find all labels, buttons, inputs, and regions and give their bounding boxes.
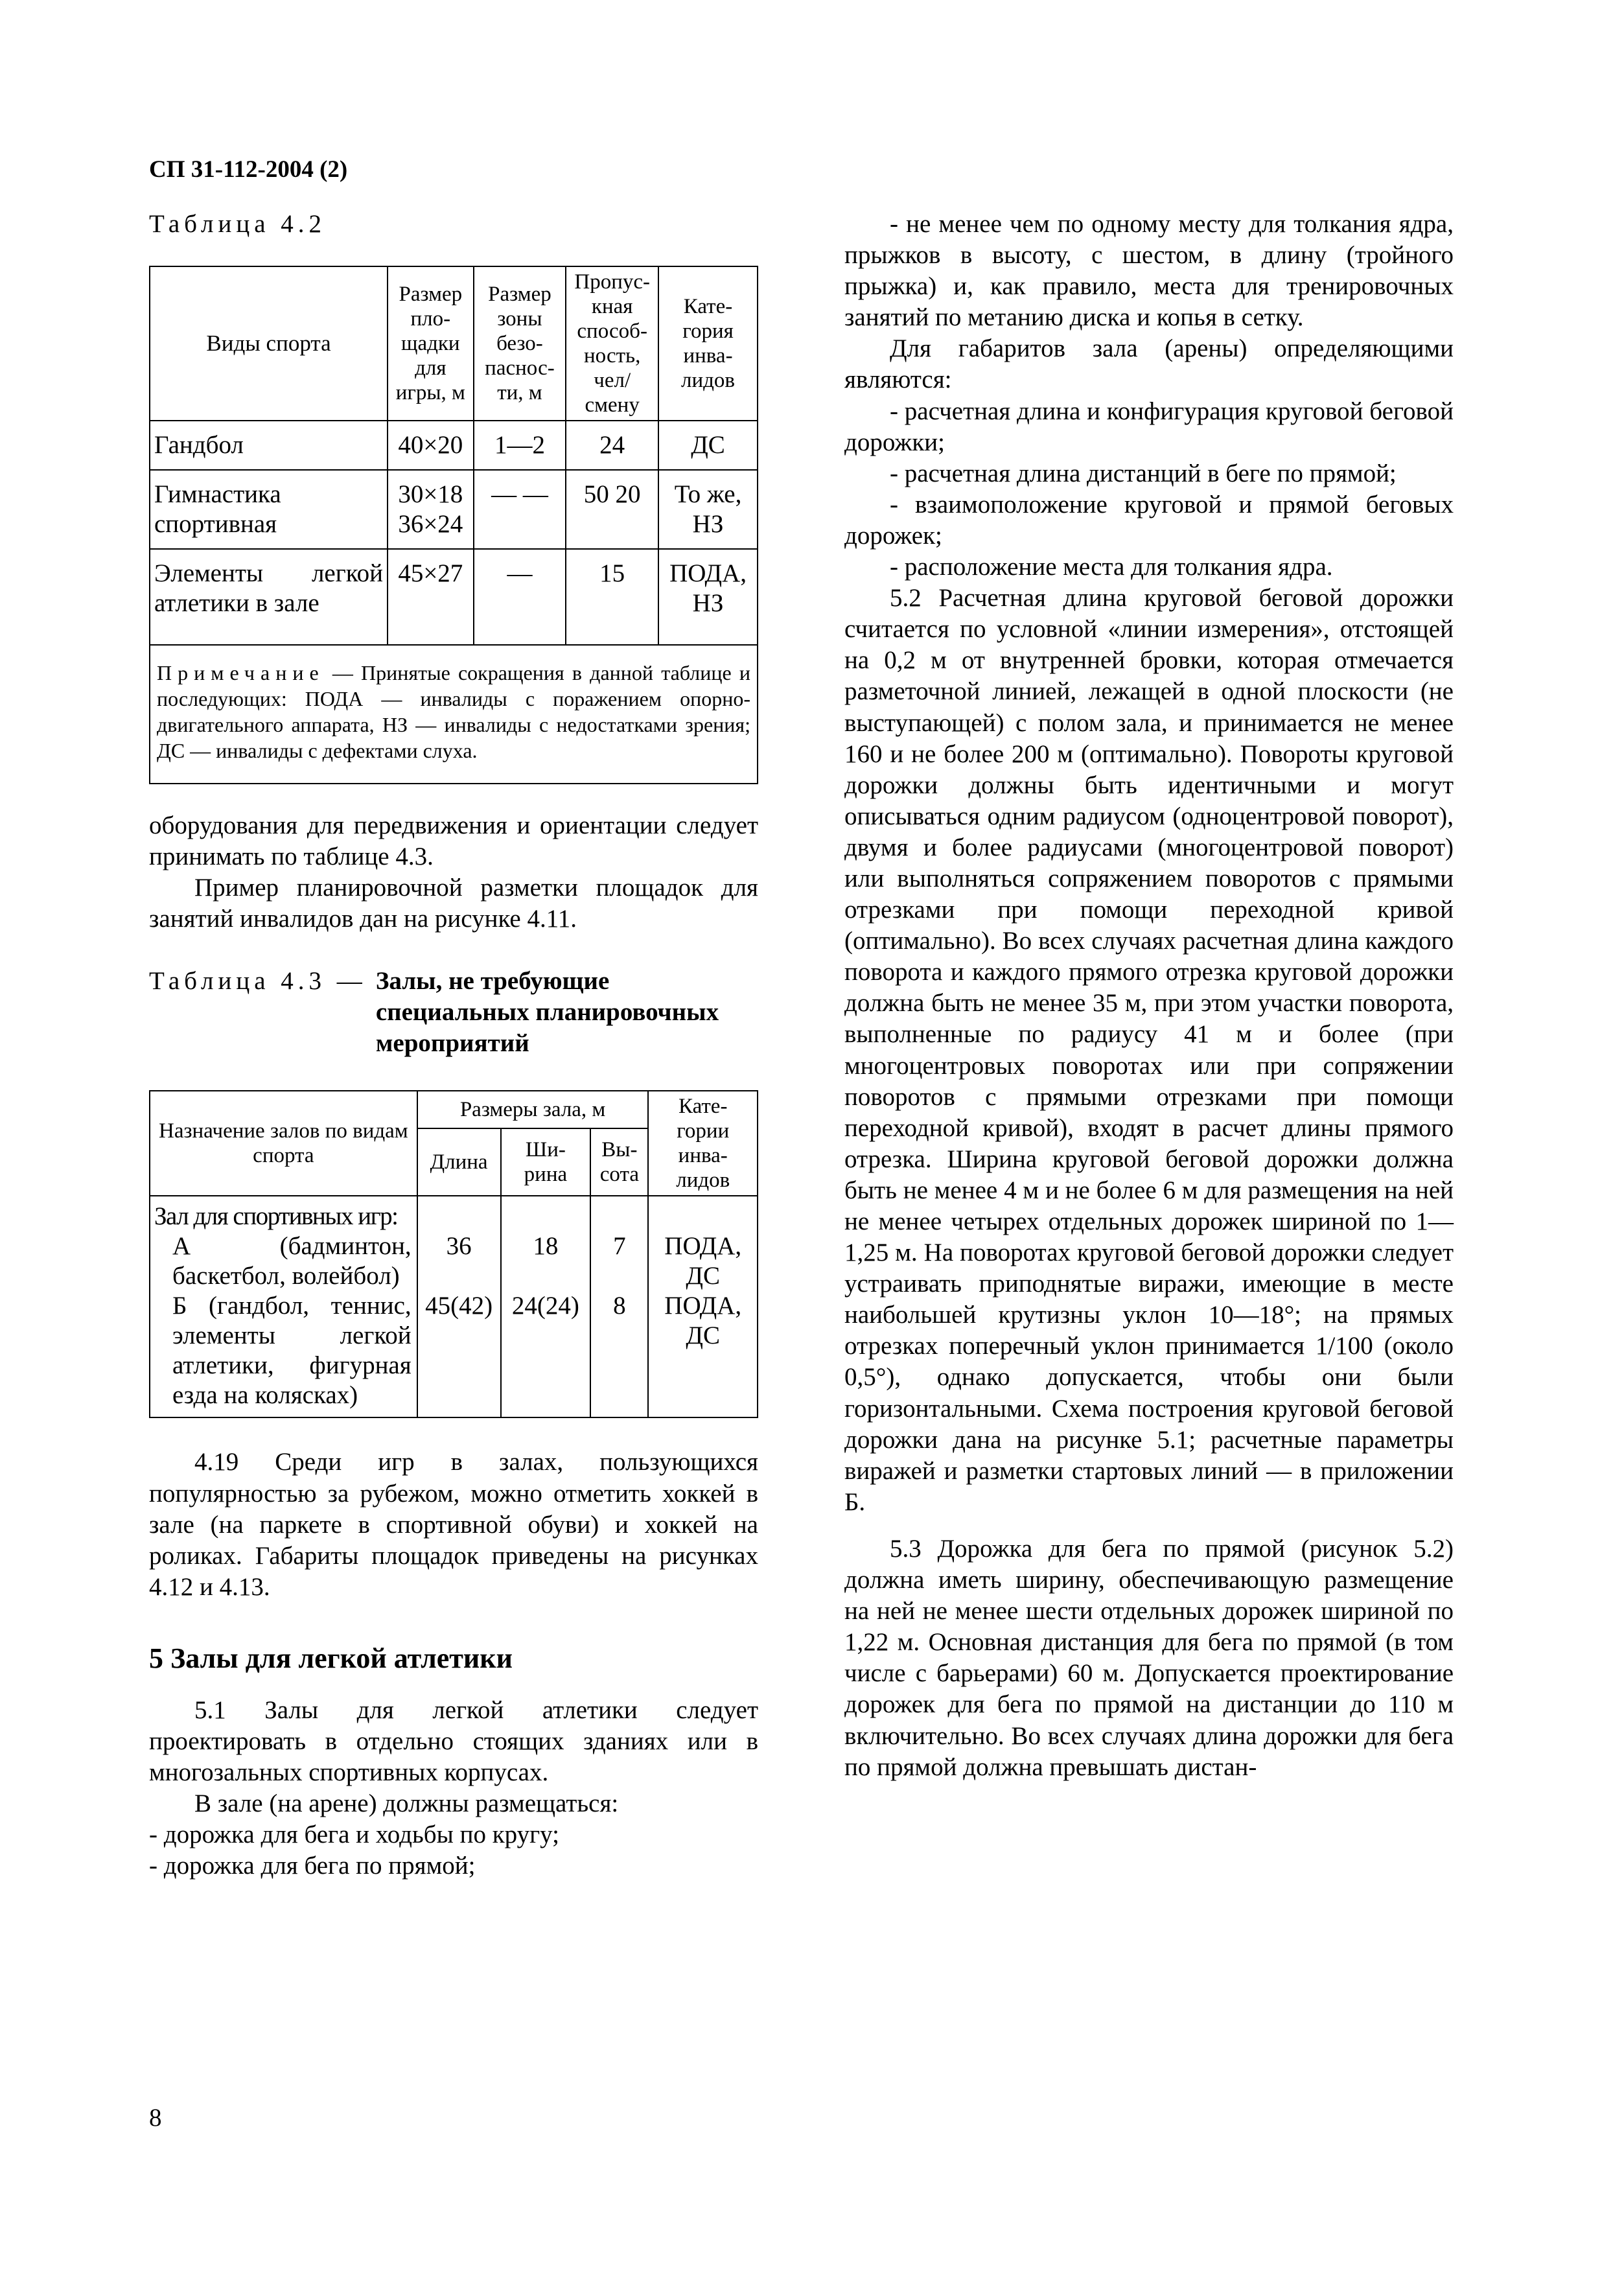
row-b-height: 8 — [613, 1292, 626, 1320]
header-width: Ши-рина — [501, 1128, 591, 1196]
dash-item: - дорожка для бега и ходьбы по кругу; — [149, 1821, 559, 1849]
table-header-row — [150, 266, 758, 421]
header-sport: Виды спорта — [150, 266, 388, 421]
table-4-2 — [149, 266, 758, 784]
table-row — [150, 470, 758, 549]
cell-category: То же, НЗ — [658, 470, 758, 549]
header-purpose: Назначение залов по видам спорта — [150, 1091, 417, 1196]
paragraph: - взаимоположение круговой и прямой беговых дорожек; — [844, 490, 1454, 550]
cell-height — [590, 1196, 648, 1417]
paragraph: Пример планировочной разметки площадок для занятий инвалидов дан на рисунке 4.11. — [149, 874, 758, 933]
cell-category — [648, 1196, 758, 1417]
table-row — [150, 549, 758, 645]
note-label: Примечание — [157, 661, 325, 685]
table-4-3-caption — [149, 966, 758, 1059]
header-zone: Размер зоны безо-паснос-ти, м — [474, 266, 566, 421]
cell-purpose — [150, 1196, 417, 1417]
cell-sport: Гимнастика спортивная — [150, 470, 388, 549]
paragraph: - расчетная длина и конфигурация круговой беговой дорожки; — [844, 397, 1454, 456]
cell-length — [417, 1196, 501, 1417]
paragraph: - расположение места для толкания ядра. — [890, 553, 1333, 581]
table-header-row — [150, 1091, 758, 1128]
row-b-length: 45(42) — [425, 1292, 493, 1320]
header-sizes: Размеры зала, м — [417, 1091, 649, 1128]
cell-sport: Элементы легкой атлетики в зале — [150, 549, 388, 645]
table-row — [150, 1196, 758, 1417]
row-b-width: 24(24) — [511, 1292, 579, 1320]
cell-size: 40×20 — [388, 421, 474, 470]
table-row — [150, 421, 758, 470]
table-note — [150, 645, 758, 784]
header-category: Кате-гория инва-лидов — [658, 266, 758, 421]
page-number: 8 — [149, 2104, 162, 2132]
cell-capacity: 24 — [566, 421, 658, 470]
note-text: — Принятые сокращения в данной таблице и последующих: ПОДА — инвалиды с поражением опорно-двигательного аппарата, НЗ — инвалиды с недостатками зрения; ДС — инвалиды с дефектами слуха. — [157, 661, 751, 763]
paragraph: 5.2 Расчетная длина круговой беговой дорожки считается по условной «линии измерения», отстоящей на 0,2 м от внутренней бровки, которая отмечается разметочной линией, лежащей в одной плоскости (не выступающей) с полом зала, и принимается не менее 160 и не более 200 м (оптимально). Повороты круговой дорожки должны быть идентичными и могут описываться одним радиусом (одноцентровой поворот), двумя и более радиусами (многоцентровой поворот) или выполняться сопряжением поворотов с прямыми отрезками при помощи переходной кривой (оптимально). Во всех случаях расчетная длина каждого поворота и каждого прямого отрезка круговой дорожки должна быть не менее 35 м, при этом участки поворота, выполненные по радиусу 41 м и более (при многоцентровых поворотах или при сопряжении поворотов с прямыми отрезками при помощи переходной кривой), входят в расчет длины прямого отрезка. Ширина круговой беговой дорожки должна быть не менее 4 м и не более 6 м для размещения на ней не менее четырех отдельных дорожек шириной по 1—1,25 м. На поворотах круговой беговой дорожки следует устраивать приподнятые виражи, имеющие в месте наибольшей крутизны уклон 10—18°; на прямых отрезках поперечный уклон принимается 1/100 (около 0,5°), однако допускается, чтобы они были горизонтальными. Схема построения круговой беговой дорожки дана на рисунке 5.1; расчетные параметры виражей и разметки стартовых линий — в приложении Б. — [844, 584, 1454, 1516]
paragraph: - расчетная длина дистанций в беге по прямой; — [890, 459, 1397, 487]
paragraph: Для габаритов зала (арены) определяющими являются: — [844, 334, 1454, 394]
table-4-3 — [149, 1090, 758, 1418]
dash-item: - дорожка для бега по прямой; — [149, 1852, 476, 1880]
left-column — [149, 209, 758, 1882]
table-4-2-caption: Таблица 4.2 — [149, 210, 327, 238]
cell-zone: — — — [474, 470, 566, 549]
paragraph: В зале (на арене) должны размещаться: — [194, 1789, 619, 1818]
row-a-name: А (бадминтон, баскетбол, волейбол) — [172, 1232, 412, 1290]
paragraph: 4.19 Среди игр в залах, пользующихся популярностью за рубежом, можно отметить хоккей в зале (на паркете в спортивной обуви) и хоккей на роликах. Габариты площадок приведены на рисунках 4.12 и 4.13. — [149, 1448, 758, 1601]
row-a-width: 18 — [533, 1232, 559, 1261]
cell-capacity: 50 20 — [566, 470, 658, 549]
header-capacity: Пропус-кная способ-ность, чел/ смену — [566, 266, 658, 421]
paragraph: 5.3 Дорожка для бега по прямой (рисунок 5.2) должна иметь ширину, обеспечивающую размещение на ней не менее шести отдельных дорожек шириной по 1,22 м. Основная дистанция для бега по прямой (в том числе с барьерами) 60 м. Допускается проектирование дорожек для бега по прямой на дистанции до 110 м включительно. Во всех случаях длина дорожки для бега по прямой должна превышать дистан- — [844, 1534, 1454, 1781]
cell-size: 30×18 36×24 — [388, 470, 474, 549]
caption-label: Таблица 4.3 — — [149, 967, 367, 996]
cell-category: ДС — [658, 421, 758, 470]
header-size: Размер пло-щадки для игры, м — [388, 266, 474, 421]
cell-sport: Гандбол — [150, 421, 388, 470]
header-length: Длина — [417, 1128, 501, 1196]
group-label: Зал для спортивных игр: — [154, 1202, 398, 1231]
right-column — [844, 209, 1454, 1783]
paragraph: оборудования для передвижения и ориентации следует принимать по таблице 4.3. — [149, 811, 758, 871]
row-a-category: ПОДА, ДС — [664, 1232, 742, 1290]
header-category: Кате-гории инва-лидов — [648, 1091, 758, 1196]
running-header: СП 31-112-2004 (2) — [149, 156, 348, 183]
row-a-length: 36 — [446, 1232, 472, 1261]
cell-width — [501, 1196, 591, 1417]
cell-size: 45×27 — [388, 549, 474, 645]
table-note-row — [150, 645, 758, 784]
cell-zone: 1—2 — [474, 421, 566, 470]
cell-category: ПОДА, НЗ — [658, 549, 758, 645]
cell-zone: — — [474, 549, 566, 645]
cell-capacity: 15 — [566, 549, 658, 645]
row-b-name: Б (гандбол, теннис, элементы легкой атлетики, фигурная езда на колясках) — [172, 1292, 412, 1410]
caption-title: Залы, не требующие специальных планировочных мероприятий — [375, 967, 719, 1058]
section-5-title: 5 Залы для легкой атлетики — [149, 1642, 513, 1674]
row-a-height: 7 — [613, 1232, 626, 1261]
header-height: Вы-сота — [590, 1128, 648, 1196]
paragraph: 5.1 Залы для легкой атлетики следует проектировать в отдельно стоящих зданиях или в многозальных спортивных корпусах. — [149, 1696, 758, 1787]
paragraph: - не менее чем по одному месту для толкания ядра, прыжков в высоту, с шестом, в длину (тройного прыжка) и, как правило, места для тренировочных занятий по метанию диска и копья в сетку. — [844, 210, 1454, 332]
row-b-category: ПОДА, ДС — [664, 1292, 742, 1350]
